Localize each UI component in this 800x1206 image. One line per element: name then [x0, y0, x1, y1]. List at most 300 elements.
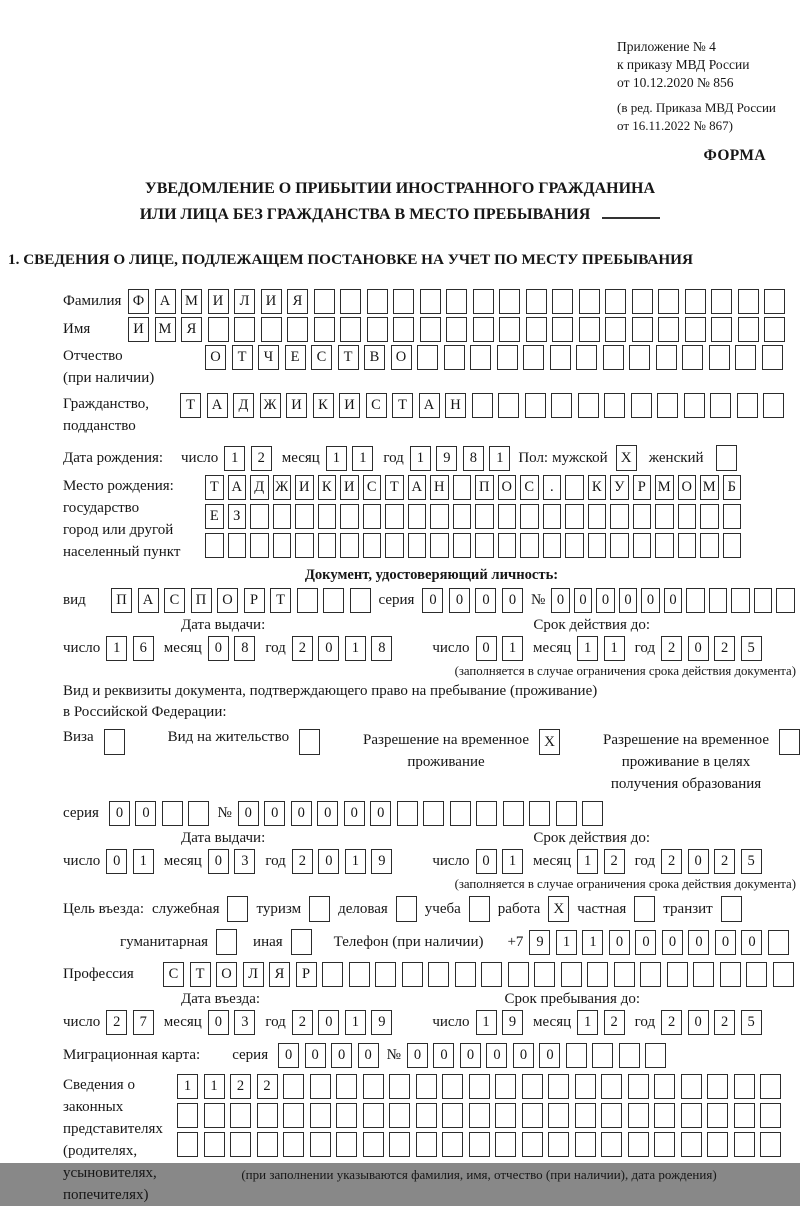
- char-cell[interactable]: [408, 504, 427, 529]
- char-cell[interactable]: 0: [208, 849, 229, 874]
- char-cell[interactable]: [654, 1103, 675, 1128]
- identity-number-cells[interactable]: [551, 588, 795, 613]
- char-cell[interactable]: 7: [133, 1010, 154, 1035]
- char-cell[interactable]: [552, 289, 573, 314]
- birth-month-cells[interactable]: [326, 446, 374, 471]
- char-cell[interactable]: 0: [106, 849, 127, 874]
- char-cell[interactable]: [628, 1074, 649, 1099]
- char-cell[interactable]: [776, 588, 795, 613]
- char-cell[interactable]: 0: [433, 1043, 454, 1068]
- char-cell[interactable]: 2: [257, 1074, 278, 1099]
- char-cell[interactable]: [543, 504, 562, 529]
- char-cell[interactable]: 1: [582, 930, 603, 955]
- char-cell[interactable]: С: [311, 345, 332, 370]
- char-cell[interactable]: Ж: [273, 475, 292, 500]
- char-cell[interactable]: [657, 393, 678, 418]
- char-cell[interactable]: [375, 962, 396, 987]
- char-cell[interactable]: 0: [460, 1043, 481, 1068]
- char-cell[interactable]: И: [208, 289, 229, 314]
- char-cell[interactable]: О: [678, 475, 697, 500]
- char-cell[interactable]: [497, 345, 518, 370]
- purpose-other-checkbox[interactable]: [291, 929, 312, 955]
- char-cell[interactable]: [314, 289, 335, 314]
- char-cell[interactable]: [408, 533, 427, 558]
- char-cell[interactable]: Л: [243, 962, 264, 987]
- char-cell[interactable]: [707, 1132, 728, 1157]
- char-cell[interactable]: 0: [664, 588, 683, 613]
- char-cell[interactable]: [446, 289, 467, 314]
- temporary-residence-checkbox[interactable]: X: [539, 729, 560, 755]
- char-cell[interactable]: [526, 317, 547, 342]
- char-cell[interactable]: [700, 504, 719, 529]
- char-cell[interactable]: 2: [661, 849, 682, 874]
- char-cell[interactable]: 1: [476, 1010, 497, 1035]
- char-cell[interactable]: 9: [371, 849, 392, 874]
- residence-issue-month-cells[interactable]: [208, 849, 256, 874]
- char-cell[interactable]: [230, 1132, 251, 1157]
- char-cell[interactable]: О: [391, 345, 412, 370]
- char-cell[interactable]: [601, 1103, 622, 1128]
- char-cell[interactable]: 0: [291, 801, 312, 826]
- char-cell[interactable]: К: [588, 475, 607, 500]
- char-cell[interactable]: [633, 504, 652, 529]
- char-cell[interactable]: 2: [604, 849, 625, 874]
- char-cell[interactable]: [469, 1132, 490, 1157]
- char-cell[interactable]: 0: [502, 588, 523, 613]
- char-cell[interactable]: 0: [574, 588, 593, 613]
- char-cell[interactable]: [575, 1103, 596, 1128]
- char-cell[interactable]: 1: [177, 1074, 198, 1099]
- char-cell[interactable]: 0: [475, 588, 496, 613]
- char-cell[interactable]: 0: [318, 849, 339, 874]
- char-cell[interactable]: Д: [233, 393, 254, 418]
- char-cell[interactable]: 0: [318, 636, 339, 661]
- char-cell[interactable]: Т: [205, 475, 224, 500]
- char-cell[interactable]: Я: [269, 962, 290, 987]
- stay-month-cells[interactable]: [577, 1010, 625, 1035]
- char-cell[interactable]: [475, 533, 494, 558]
- char-cell[interactable]: [363, 504, 382, 529]
- char-cell[interactable]: [257, 1103, 278, 1128]
- char-cell[interactable]: [349, 962, 370, 987]
- char-cell[interactable]: [340, 289, 361, 314]
- char-cell[interactable]: [605, 289, 626, 314]
- char-cell[interactable]: 0: [619, 588, 638, 613]
- char-cell[interactable]: 1: [577, 849, 598, 874]
- char-cell[interactable]: [723, 533, 742, 558]
- char-cell[interactable]: Т: [338, 345, 359, 370]
- char-cell[interactable]: О: [216, 962, 237, 987]
- identity-issue-year-cells[interactable]: [292, 636, 393, 661]
- char-cell[interactable]: [768, 930, 789, 955]
- char-cell[interactable]: [575, 1074, 596, 1099]
- char-cell[interactable]: [323, 588, 344, 613]
- char-cell[interactable]: 2: [661, 636, 682, 661]
- migration-number-cells[interactable]: [407, 1043, 667, 1068]
- representatives-row3-cells[interactable]: [177, 1132, 781, 1157]
- char-cell[interactable]: [177, 1103, 198, 1128]
- char-cell[interactable]: 1: [106, 636, 127, 661]
- char-cell[interactable]: Т: [385, 475, 404, 500]
- char-cell[interactable]: [588, 533, 607, 558]
- char-cell[interactable]: [632, 317, 653, 342]
- identity-series-cells[interactable]: [422, 588, 523, 613]
- identity-valid-year-cells[interactable]: [661, 636, 762, 661]
- char-cell[interactable]: [561, 962, 582, 987]
- char-cell[interactable]: А: [155, 289, 176, 314]
- char-cell[interactable]: Л: [234, 289, 255, 314]
- char-cell[interactable]: [628, 1132, 649, 1157]
- char-cell[interactable]: 0: [551, 588, 570, 613]
- char-cell[interactable]: О: [498, 475, 517, 500]
- char-cell[interactable]: 2: [292, 636, 313, 661]
- char-cell[interactable]: [734, 1132, 755, 1157]
- char-cell[interactable]: И: [128, 317, 149, 342]
- char-cell[interactable]: 2: [714, 849, 735, 874]
- char-cell[interactable]: [442, 1132, 463, 1157]
- char-cell[interactable]: [603, 345, 624, 370]
- char-cell[interactable]: 0: [688, 930, 709, 955]
- char-cell[interactable]: [393, 289, 414, 314]
- char-cell[interactable]: [430, 504, 449, 529]
- char-cell[interactable]: [522, 1074, 543, 1099]
- residence-number-cells[interactable]: [238, 801, 604, 826]
- char-cell[interactable]: 2: [106, 1010, 127, 1035]
- char-cell[interactable]: [498, 393, 519, 418]
- char-cell[interactable]: 1: [133, 849, 154, 874]
- char-cell[interactable]: [442, 1074, 463, 1099]
- char-cell[interactable]: [188, 801, 209, 826]
- char-cell[interactable]: 0: [641, 588, 660, 613]
- residence-permit-checkbox[interactable]: [299, 729, 320, 755]
- char-cell[interactable]: [693, 962, 714, 987]
- char-cell[interactable]: [619, 1043, 640, 1068]
- char-cell[interactable]: [575, 1132, 596, 1157]
- char-cell[interactable]: [529, 801, 550, 826]
- char-cell[interactable]: 0: [317, 801, 338, 826]
- char-cell[interactable]: [565, 504, 584, 529]
- char-cell[interactable]: И: [340, 475, 359, 500]
- char-cell[interactable]: [686, 588, 705, 613]
- char-cell[interactable]: [367, 289, 388, 314]
- char-cell[interactable]: 5: [741, 1010, 762, 1035]
- char-cell[interactable]: 1: [224, 446, 245, 471]
- char-cell[interactable]: [548, 1132, 569, 1157]
- char-cell[interactable]: О: [205, 345, 226, 370]
- char-cell[interactable]: [707, 1103, 728, 1128]
- char-cell[interactable]: [208, 317, 229, 342]
- char-cell[interactable]: 0: [539, 1043, 560, 1068]
- purpose-official-checkbox[interactable]: [227, 896, 248, 922]
- char-cell[interactable]: [389, 1074, 410, 1099]
- char-cell[interactable]: 0: [513, 1043, 534, 1068]
- char-cell[interactable]: 0: [422, 588, 443, 613]
- char-cell[interactable]: 0: [609, 930, 630, 955]
- char-cell[interactable]: [654, 1074, 675, 1099]
- char-cell[interactable]: Я: [287, 289, 308, 314]
- char-cell[interactable]: [389, 1132, 410, 1157]
- char-cell[interactable]: Ч: [258, 345, 279, 370]
- char-cell[interactable]: [261, 317, 282, 342]
- char-cell[interactable]: [684, 393, 705, 418]
- char-cell[interactable]: [469, 1103, 490, 1128]
- char-cell[interactable]: К: [318, 475, 337, 500]
- char-cell[interactable]: [754, 588, 773, 613]
- char-cell[interactable]: [734, 1074, 755, 1099]
- char-cell[interactable]: [453, 504, 472, 529]
- char-cell[interactable]: Е: [205, 504, 224, 529]
- char-cell[interactable]: Р: [296, 962, 317, 987]
- identity-valid-month-cells[interactable]: [577, 636, 625, 661]
- char-cell[interactable]: [667, 962, 688, 987]
- purpose-transit-checkbox[interactable]: [721, 896, 742, 922]
- char-cell[interactable]: [551, 393, 572, 418]
- char-cell[interactable]: [350, 588, 371, 613]
- char-cell[interactable]: [735, 345, 756, 370]
- entry-day-cells[interactable]: [106, 1010, 154, 1035]
- char-cell[interactable]: [287, 317, 308, 342]
- char-cell[interactable]: [633, 533, 652, 558]
- char-cell[interactable]: [283, 1074, 304, 1099]
- char-cell[interactable]: [762, 345, 783, 370]
- char-cell[interactable]: [656, 345, 677, 370]
- surname-cells[interactable]: [128, 289, 785, 314]
- char-cell[interactable]: 0: [476, 636, 497, 661]
- char-cell[interactable]: 1: [345, 849, 366, 874]
- char-cell[interactable]: Ж: [260, 393, 281, 418]
- char-cell[interactable]: А: [228, 475, 247, 500]
- char-cell[interactable]: [495, 1103, 516, 1128]
- char-cell[interactable]: [681, 1074, 702, 1099]
- char-cell[interactable]: К: [313, 393, 334, 418]
- char-cell[interactable]: [314, 317, 335, 342]
- char-cell[interactable]: [520, 533, 539, 558]
- birth-place-row2-cells[interactable]: [205, 504, 741, 529]
- char-cell[interactable]: [446, 317, 467, 342]
- char-cell[interactable]: С: [363, 475, 382, 500]
- birth-place-row1-cells[interactable]: [205, 475, 741, 500]
- migration-series-cells[interactable]: [278, 1043, 379, 1068]
- char-cell[interactable]: [534, 962, 555, 987]
- purpose-tourism-checkbox[interactable]: [309, 896, 330, 922]
- stay-day-cells[interactable]: [476, 1010, 524, 1035]
- char-cell[interactable]: [640, 962, 661, 987]
- char-cell[interactable]: [601, 1132, 622, 1157]
- char-cell[interactable]: [760, 1074, 781, 1099]
- char-cell[interactable]: С: [163, 962, 184, 987]
- char-cell[interactable]: 1: [204, 1074, 225, 1099]
- identity-issue-month-cells[interactable]: [208, 636, 256, 661]
- char-cell[interactable]: [498, 504, 517, 529]
- char-cell[interactable]: Т: [190, 962, 211, 987]
- char-cell[interactable]: [204, 1132, 225, 1157]
- char-cell[interactable]: [498, 533, 517, 558]
- char-cell[interactable]: [685, 317, 706, 342]
- char-cell[interactable]: 9: [371, 1010, 392, 1035]
- char-cell[interactable]: [655, 533, 674, 558]
- char-cell[interactable]: [283, 1103, 304, 1128]
- birth-day-cells[interactable]: [224, 446, 272, 471]
- char-cell[interactable]: [310, 1132, 331, 1157]
- char-cell[interactable]: С: [520, 475, 539, 500]
- char-cell[interactable]: 1: [489, 446, 510, 471]
- char-cell[interactable]: [587, 962, 608, 987]
- char-cell[interactable]: [720, 962, 741, 987]
- char-cell[interactable]: [423, 801, 444, 826]
- char-cell[interactable]: [548, 1074, 569, 1099]
- char-cell[interactable]: 0: [344, 801, 365, 826]
- char-cell[interactable]: [610, 504, 629, 529]
- char-cell[interactable]: С: [366, 393, 387, 418]
- entry-year-cells[interactable]: [292, 1010, 393, 1035]
- purpose-work-checkbox[interactable]: X: [548, 896, 569, 922]
- char-cell[interactable]: [469, 1074, 490, 1099]
- char-cell[interactable]: [363, 1132, 384, 1157]
- char-cell[interactable]: Я: [181, 317, 202, 342]
- char-cell[interactable]: [681, 1132, 702, 1157]
- char-cell[interactable]: [273, 504, 292, 529]
- char-cell[interactable]: [417, 345, 438, 370]
- char-cell[interactable]: [678, 504, 697, 529]
- char-cell[interactable]: Т: [232, 345, 253, 370]
- char-cell[interactable]: [340, 504, 359, 529]
- char-cell[interactable]: И: [286, 393, 307, 418]
- char-cell[interactable]: [710, 393, 731, 418]
- char-cell[interactable]: [228, 533, 247, 558]
- char-cell[interactable]: [760, 1132, 781, 1157]
- char-cell[interactable]: [543, 533, 562, 558]
- char-cell[interactable]: [476, 801, 497, 826]
- char-cell[interactable]: 1: [502, 849, 523, 874]
- char-cell[interactable]: 1: [410, 446, 431, 471]
- char-cell[interactable]: [764, 317, 785, 342]
- residence-valid-year-cells[interactable]: [661, 849, 762, 874]
- char-cell[interactable]: А: [408, 475, 427, 500]
- char-cell[interactable]: [588, 504, 607, 529]
- char-cell[interactable]: 1: [604, 636, 625, 661]
- char-cell[interactable]: У: [610, 475, 629, 500]
- char-cell[interactable]: 1: [345, 1010, 366, 1035]
- char-cell[interactable]: [453, 475, 472, 500]
- char-cell[interactable]: [499, 289, 520, 314]
- char-cell[interactable]: 2: [714, 636, 735, 661]
- char-cell[interactable]: И: [339, 393, 360, 418]
- char-cell[interactable]: М: [155, 317, 176, 342]
- char-cell[interactable]: И: [295, 475, 314, 500]
- char-cell[interactable]: [738, 289, 759, 314]
- char-cell[interactable]: [322, 962, 343, 987]
- residence-valid-day-cells[interactable]: [476, 849, 524, 874]
- char-cell[interactable]: [746, 962, 767, 987]
- char-cell[interactable]: [592, 1043, 613, 1068]
- char-cell[interactable]: 9: [436, 446, 457, 471]
- char-cell[interactable]: 8: [463, 446, 484, 471]
- char-cell[interactable]: 0: [449, 588, 470, 613]
- char-cell[interactable]: [709, 588, 728, 613]
- char-cell[interactable]: [520, 504, 539, 529]
- char-cell[interactable]: П: [475, 475, 494, 500]
- char-cell[interactable]: Н: [430, 475, 449, 500]
- char-cell[interactable]: 0: [358, 1043, 379, 1068]
- citizenship-cells[interactable]: [180, 393, 784, 418]
- char-cell[interactable]: [645, 1043, 666, 1068]
- char-cell[interactable]: [678, 533, 697, 558]
- char-cell[interactable]: [526, 289, 547, 314]
- char-cell[interactable]: [230, 1103, 251, 1128]
- char-cell[interactable]: [682, 345, 703, 370]
- male-checkbox[interactable]: X: [616, 445, 637, 471]
- char-cell[interactable]: [628, 1103, 649, 1128]
- char-cell[interactable]: .: [543, 475, 562, 500]
- char-cell[interactable]: 1: [326, 446, 347, 471]
- char-cell[interactable]: [495, 1074, 516, 1099]
- birth-place-row3-cells[interactable]: [205, 533, 741, 558]
- temporary-residence-education-checkbox[interactable]: [779, 729, 800, 755]
- char-cell[interactable]: Т: [392, 393, 413, 418]
- char-cell[interactable]: [442, 1103, 463, 1128]
- char-cell[interactable]: [444, 345, 465, 370]
- given-name-cells[interactable]: [128, 317, 785, 342]
- char-cell[interactable]: П: [111, 588, 132, 613]
- purpose-private-checkbox[interactable]: [634, 896, 655, 922]
- char-cell[interactable]: [475, 504, 494, 529]
- char-cell[interactable]: [711, 289, 732, 314]
- char-cell[interactable]: 0: [135, 801, 156, 826]
- char-cell[interactable]: [363, 1103, 384, 1128]
- char-cell[interactable]: 2: [292, 849, 313, 874]
- char-cell[interactable]: [393, 317, 414, 342]
- char-cell[interactable]: [578, 393, 599, 418]
- char-cell[interactable]: А: [207, 393, 228, 418]
- char-cell[interactable]: [565, 475, 584, 500]
- char-cell[interactable]: [416, 1132, 437, 1157]
- char-cell[interactable]: 0: [688, 849, 709, 874]
- char-cell[interactable]: 1: [345, 636, 366, 661]
- char-cell[interactable]: 0: [741, 930, 762, 955]
- char-cell[interactable]: [614, 962, 635, 987]
- char-cell[interactable]: [472, 393, 493, 418]
- phone-cells[interactable]: [529, 930, 789, 955]
- char-cell[interactable]: 0: [370, 801, 391, 826]
- char-cell[interactable]: [416, 1074, 437, 1099]
- char-cell[interactable]: Д: [250, 475, 269, 500]
- char-cell[interactable]: 6: [133, 636, 154, 661]
- char-cell[interactable]: [763, 393, 784, 418]
- char-cell[interactable]: 3: [234, 849, 255, 874]
- stay-year-cells[interactable]: [661, 1010, 762, 1035]
- char-cell[interactable]: [522, 1103, 543, 1128]
- char-cell[interactable]: 0: [264, 801, 285, 826]
- char-cell[interactable]: [204, 1103, 225, 1128]
- profession-cells[interactable]: [163, 962, 794, 987]
- char-cell[interactable]: 1: [502, 636, 523, 661]
- char-cell[interactable]: [473, 317, 494, 342]
- char-cell[interactable]: [295, 504, 314, 529]
- char-cell[interactable]: [566, 1043, 587, 1068]
- char-cell[interactable]: [503, 801, 524, 826]
- char-cell[interactable]: 0: [331, 1043, 352, 1068]
- char-cell[interactable]: [367, 317, 388, 342]
- char-cell[interactable]: Р: [244, 588, 265, 613]
- char-cell[interactable]: [273, 533, 292, 558]
- char-cell[interactable]: 5: [741, 636, 762, 661]
- char-cell[interactable]: [340, 317, 361, 342]
- char-cell[interactable]: Т: [180, 393, 201, 418]
- char-cell[interactable]: [764, 289, 785, 314]
- char-cell[interactable]: [604, 393, 625, 418]
- char-cell[interactable]: 2: [661, 1010, 682, 1035]
- char-cell[interactable]: [389, 1103, 410, 1128]
